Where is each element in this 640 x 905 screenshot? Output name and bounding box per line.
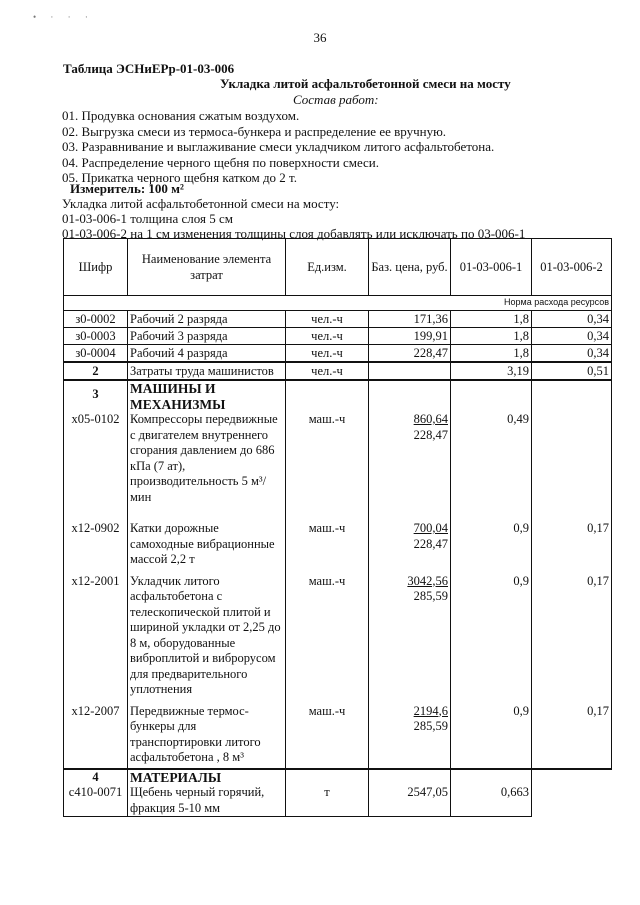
cell-unit: чел.-ч — [286, 328, 369, 345]
machinists-row — [64, 362, 612, 380]
table-header-row — [64, 239, 612, 296]
works-subtitle: Состав работ: — [293, 92, 379, 107]
cell-v2: 0,17 — [532, 704, 612, 769]
cell-v1: 1,8 — [451, 345, 532, 363]
cell-v2 — [532, 412, 612, 521]
work-item: 01. Продувка основания сжатым воздухом. — [62, 108, 300, 123]
cell-v1: 0,9 — [451, 574, 532, 704]
cell-unit: чел.-ч — [286, 362, 369, 380]
norm-row — [64, 296, 612, 311]
work-item: 02. Выгрузка смеси из термоса-бункера и распределение ее вручную. — [62, 123, 447, 139]
section-code: 4 — [64, 769, 128, 786]
table-row — [64, 412, 612, 521]
cell-v2: 0,34 — [532, 311, 612, 328]
cell-v2 — [532, 785, 612, 817]
work-item: 05. Прикатка черного щебня катком до 2 т. — [62, 170, 298, 186]
cell-v2: 0,17 — [532, 574, 612, 704]
cell-v2: 0,17 — [532, 521, 612, 574]
cell-v1: 1,8 — [451, 328, 532, 345]
cell-v1: 0,9 — [451, 521, 532, 574]
cell-price — [369, 362, 451, 380]
cell-v1: 0,9 — [451, 704, 532, 769]
header-name: Наименование элемента затрат — [128, 239, 286, 296]
cell-unit: чел.-ч — [286, 311, 369, 328]
cell-name: Рабочий 2 разряда — [128, 311, 286, 328]
cell-v1: 0,49 — [451, 412, 532, 521]
cell-v2: 0,34 — [532, 345, 612, 363]
table-row — [64, 521, 612, 574]
section-title: МАШИНЫ И МЕХАНИЗМЫ — [128, 380, 286, 412]
cell-code: з0-0004 — [64, 345, 128, 363]
table-row — [64, 574, 612, 704]
works-list — [62, 108, 494, 186]
cell-name: Затраты труда машинистов — [128, 362, 286, 380]
cell-name: Катки дорожные самоходные вибрационные массой 2,2 т — [128, 521, 286, 574]
cell-v2: 0,34 — [532, 328, 612, 345]
header-col1: 01-03-006-1 — [451, 239, 532, 296]
cell-price: 171,36 — [369, 311, 451, 328]
resource-table — [63, 238, 612, 817]
header-code: Шифр — [64, 239, 128, 296]
cell-unit: т — [286, 785, 369, 817]
materials-section-row — [64, 769, 612, 786]
cell-price: 3042,56 285,59 — [369, 574, 451, 704]
page-number: 36 — [313, 30, 327, 45]
work-item: 04. Распределение черного щебня по поверхности смеси. — [62, 154, 380, 170]
cell-price: 700,04 228,47 — [369, 521, 451, 574]
table-row — [64, 704, 612, 769]
cell-code: х12-2007 — [64, 704, 128, 769]
table-row — [64, 345, 612, 363]
header-price: Баз. цена, руб. — [369, 239, 451, 296]
cell-name: Рабочий 3 разряда — [128, 328, 286, 345]
cell-name: Компрессоры передвижные с двигателем внутреннего сгорания давлением до 686 кПа (7 ат), производительность 5 м³/мин — [128, 412, 286, 521]
cell-code: з0-0003 — [64, 328, 128, 345]
cell-unit: маш.-ч — [286, 521, 369, 574]
cell-name: Рабочий 4 разряда — [128, 345, 286, 363]
table-row — [64, 311, 612, 328]
note-line: 01-03-006-1 толщина слоя 5 см — [62, 211, 233, 226]
cell-code: х12-2001 — [64, 574, 128, 704]
machines-section-row — [64, 380, 612, 412]
cell-code: х12-0902 — [64, 521, 128, 574]
header-col2: 01-03-006-2 — [532, 239, 612, 296]
cell-v1: 0,663 — [451, 785, 532, 817]
cell-name: Щебень черный горячий, фракция 5-10 мм — [128, 785, 286, 817]
section-code: 3 — [64, 380, 128, 412]
note-line: Укладка литой асфальтобетонной смеси на мосту: — [62, 196, 340, 211]
cell-price: 2194,6 285,59 — [369, 704, 451, 769]
cell-price: 228,47 — [369, 345, 451, 363]
cell-v2: 0,51 — [532, 362, 612, 380]
cell-unit: маш.-ч — [286, 704, 369, 769]
cell-v1: 1,8 — [451, 311, 532, 328]
cell-code: х05-0102 — [64, 412, 128, 521]
work-item: 03. Разравнивание и выглаживание смеси укладчиком литого асфальтобетона. — [62, 139, 495, 155]
cell-unit: чел.-ч — [286, 345, 369, 363]
cell-price: 199,91 — [369, 328, 451, 345]
cell-price: 2547,05 — [369, 785, 451, 817]
scan-artifact: • · · · — [33, 12, 94, 22]
cell-code: з0-0002 — [64, 311, 128, 328]
cell-name: Укладчик литого асфальтобетона с телескопической плитой и шириной укладки от 2,25 до 8 м, оборудованные виброплитой и виброрусом для предварительного уплотнения — [128, 574, 286, 704]
notes — [62, 196, 525, 241]
measure-unit: Измеритель: 100 м² — [70, 181, 184, 196]
cell-code: с410-0071 — [64, 785, 128, 817]
cell-v1: 3,19 — [451, 362, 532, 380]
table-id: Таблица ЭСНиЕРр-01-03-006 — [63, 61, 235, 76]
cell-price: 860,64 228,47 — [369, 412, 451, 521]
table-row — [64, 785, 612, 817]
cell-unit: маш.-ч — [286, 412, 369, 521]
section-title: МАТЕРИАЛЫ — [128, 769, 286, 786]
cell-code: 2 — [64, 362, 128, 380]
table-row — [64, 328, 612, 345]
norm-label: Норма расхода ресурсов — [451, 296, 612, 311]
note-line: 01-03-006-2 на 1 см изменения толщины слоя добавлять или исключать по 03-006-1 — [62, 226, 526, 241]
header-unit: Ед.изм. — [286, 239, 369, 296]
table-title: Укладка литой асфальтобетонной смеси на мосту — [220, 76, 511, 91]
cell-name: Передвижные термос-бункеры для транспортировки литого асфальтобетона , 8 м³ — [128, 704, 286, 769]
cell-unit: маш.-ч — [286, 574, 369, 704]
